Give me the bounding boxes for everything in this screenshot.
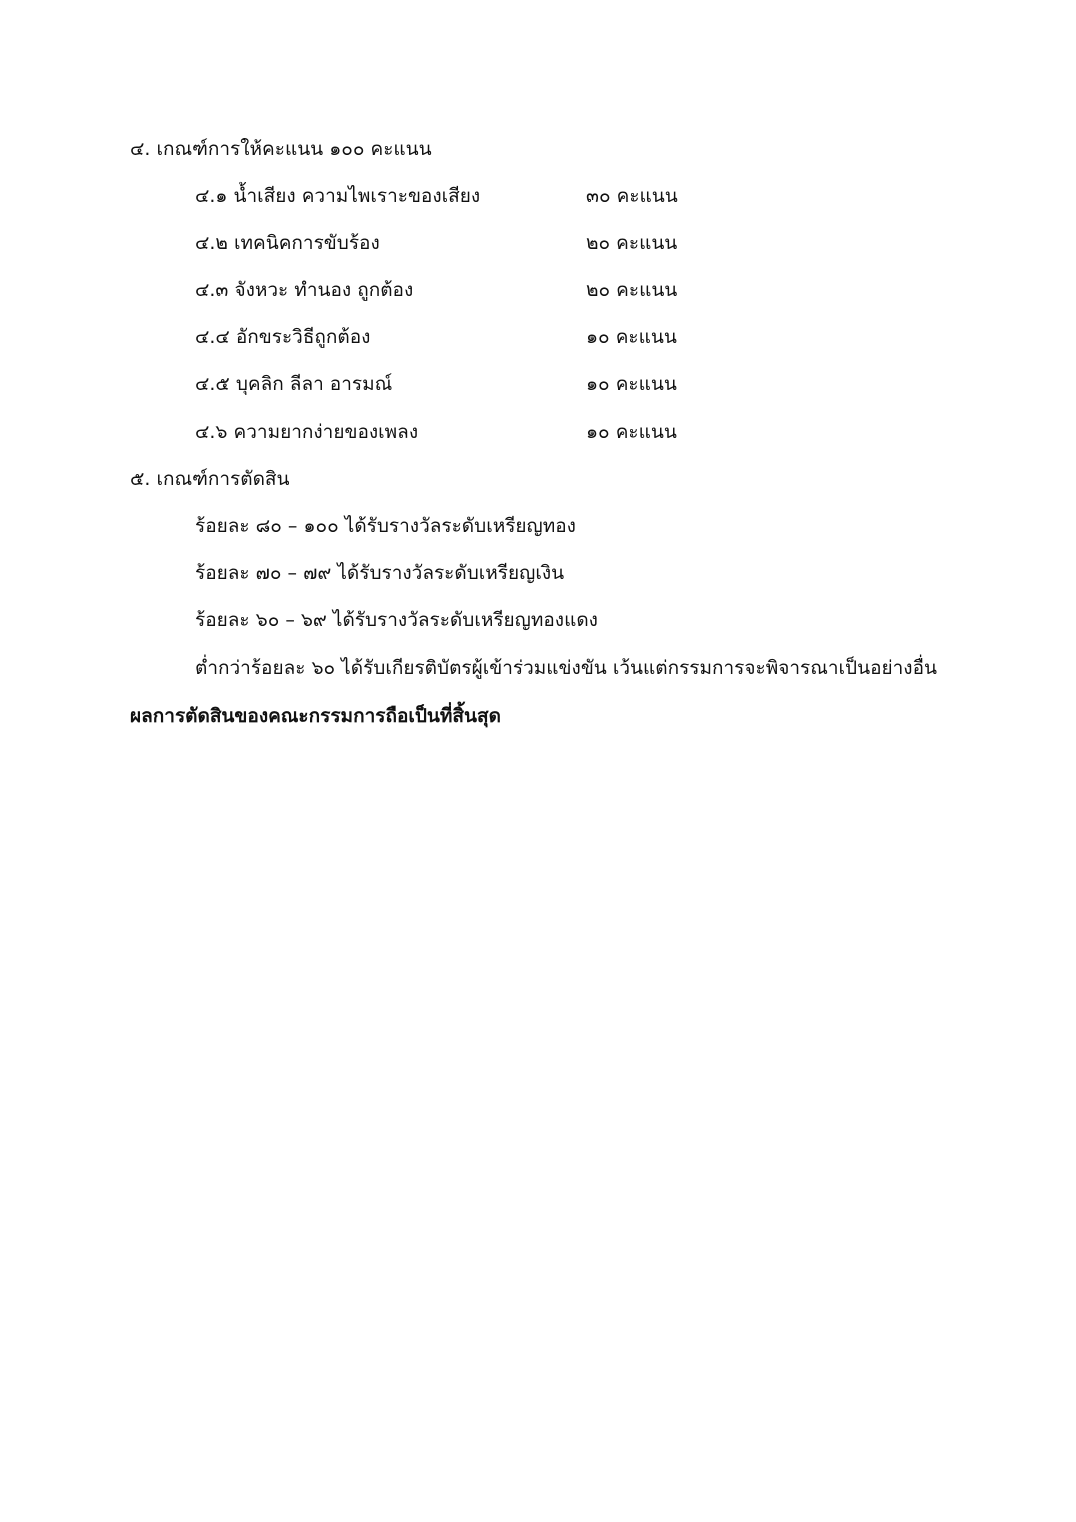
judging-criterion: ร้อยละ ๗๐ – ๗๙ ได้รับรางวัลระดับเหรียญเงิน xyxy=(195,562,565,584)
final-statement: ผลการตัดสินของคณะกรรมการถือเป็นที่สิ้นสุด xyxy=(130,705,501,727)
scoring-item-label: ๔.๓ จังหวะ ทำนอง ถูกต้อง xyxy=(195,279,414,301)
scoring-item-points: ๑๐ คะแนน xyxy=(586,421,677,443)
section-4-heading: ๔. เกณฑ์การให้คะแนน ๑๐๐ คะแนน xyxy=(130,138,432,160)
scoring-item-label: ๔.๔ อักขระวิธีถูกต้อง xyxy=(195,326,371,348)
scoring-item-label: ๔.๖ ความยากง่ายของเพลง xyxy=(195,421,419,443)
scoring-item-label: ๔.๒ เทคนิคการขับร้อง xyxy=(195,232,380,254)
scoring-item-points: ๑๐ คะแนน xyxy=(586,326,677,348)
judging-criterion: ร้อยละ ๖๐ – ๖๙ ได้รับรางวัลระดับเหรียญทองแดง xyxy=(195,609,598,631)
judging-criterion: ต่ำกว่าร้อยละ ๖๐ ได้รับเกียรติบัตรผู้เข้าร่วมแข่งขัน เว้นแต่กรรมการจะพิจารณาเป็นอย่างอื่น xyxy=(195,657,937,679)
judging-criterion: ร้อยละ ๘๐ – ๑๐๐ ได้รับรางวัลระดับเหรียญทอง xyxy=(195,515,576,537)
scoring-item-label: ๔.๕ บุคลิก ลีลา อารมณ์ xyxy=(195,373,393,395)
scoring-item-points: ๒๐ คะแนน xyxy=(586,232,678,254)
scoring-item-points: ๑๐ คะแนน xyxy=(586,373,677,395)
section-5-heading: ๕. เกณฑ์การตัดสิน xyxy=(130,468,290,490)
scoring-item-points: ๓๐ คะแนน xyxy=(586,185,678,207)
scoring-item-label: ๔.๑ น้ำเสียง ความไพเราะของเสียง xyxy=(195,185,481,207)
scoring-item-points: ๒๐ คะแนน xyxy=(586,279,678,301)
